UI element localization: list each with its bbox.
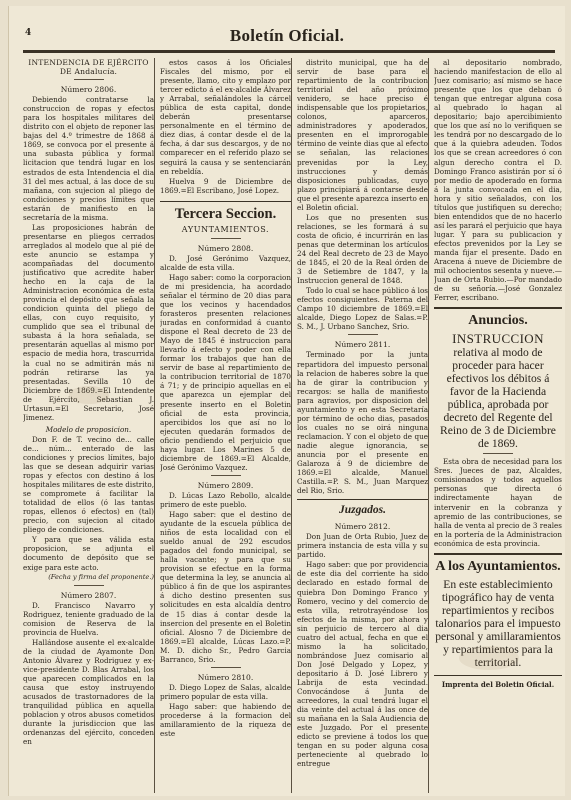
divider (211, 667, 241, 668)
advert-text: relativa al modo de proceder para hacer efectivos los débitos á favor de la Hacienda pública, aprobada por decreto del Regente del Reino de 3 de Diciembre de 1869. (440, 346, 556, 451)
paragraph: Don F. de T. vecino de... calle de... núm... enterado de las condiciones y precios límites, bajo las que se desean adquirir varias ropas y efectos con destino á los hospitales militares de este distrito, se compromete á facilitar la totalidad de ellos (ó las tantas ropas, ellenos ó efectos) en (tal) precio, con sujecion al citado pliego de condiciones. (23, 434, 154, 535)
paragraph: al depositario nombrado, haciendo manifestacion de ello al Juez comisario; así mismo se hace presente que los que deban ó tengan que entregar alguna cosa al quebrado lo hagan al depositario; bajo apercibimiento que los que así no lo verifiquen se les tendrá por no descargado de lo que á la quiebra adeuden. Todos los que se crean acreedores ó con algun derecho contra el D. Domingo Franco asistirán por sí ó por medio de apoderado en forma á la junta convocada en el dia, hora y sitio señalados, con los títulos que justifiquen su derecho; bien entendidos que de no hacerlo así les parará el perjuicio que haya lugar. Y para su publicacion y efectos prevenidos por la Ley se manda fijar el presente. Dado en Aracena á nueve de Diciembre de mil ochocientos sesenta y nueve.—Juan de Orta Rubio.—Por mandado de su señoría.—José Gonzalez Ferrer, escribano. (434, 58, 562, 303)
section-title: Juzgados. (297, 499, 428, 517)
divider (211, 475, 241, 476)
paper-stain (459, 646, 519, 670)
column-1 (23, 58, 154, 788)
column-3 (297, 58, 428, 788)
paragraph: Hago saber: que el destino de ayudante de la escuela pública de niños de esta localidad con el sueldo anual de 292 escudos pagados del fondo municipal, se halla vacante; y para que su provision se efectue en la forma que determina la ley, se anuncia al público á fin de que los aspirantes á dicho destino presenten sus solicitudes en esta alcaldía dentro de 15 dias á contar desde la insercion del presente en el Boletin oficial. Alosno 7 de Diciembre de 1869.=El alcalde, Lúcas Lazo.=P. M. D. dicho Sr., Pedro Garcia Barranco, Srio. (160, 510, 291, 664)
newspaper-page (8, 6, 565, 796)
paragraph: estos casos á los Oficiales Fiscales del mismo, por el presente, llamo, cito y emplazo por tercer edicto á el ex-alcalde Álvarez y Arrabal, señalándoles la cárcel pública de esta capital, donde deberán presentarse personalmente en el término de diez dias, á contar desde el de la fecha, á dar sus descargos, y de no comparecer en el referido plazo se seguirá la causa y se sentenciarán en rebeldía. (160, 58, 291, 176)
paragraph: distrito municipal, que ha de servir de base para el repartimiento de la contribucion territorial del año próximo venidero, se hace preciso é indispensable que los propietarios, colonos, aparceros, administradores y apoderados, presenten en el improrogable término de veinte dias que al efecto se señalan, las relaciones prevenidas por la Ley, instrucciones y demás disposiciones publicadas, cuyo plazo principiará á contarse desde que el presente aparezca inserto en el Boletin oficial. (297, 58, 428, 212)
paragraph: Las proposiciones habrán de presentarse en pliegos cerrados arreglados al modelo que al pié de este anuncio se estampa y acompañadas del documento justificativo que acredite haber hecho en la caja de la Administracion económica de esta provincia el depósito que señala la condicion quinta del pliego de ellas, con cuyo requisito, y cumplido que sea el tribunal de subasta á la hora señalada, se presentarán aquellas al mismo por espacio de media hora, trascurrida la cual no se admitirán más ni podrán retirarse las ya presentadas. Sevilla 10 de Diciembre de 1869.=El Intendente de Ejército, Sebastian J. Urtasun.=El Secretario, José Jimenez. (23, 222, 154, 422)
paragraph: D. José Gerónimo Vazquez, alcalde de esta villa. (160, 253, 291, 272)
column-divider (154, 58, 155, 793)
paragraph: Y para que sea válida esta proposicion, se adjunta el documento de depósito que se exige para este acto. (23, 535, 154, 572)
notice-number: Número 2809. (197, 480, 254, 490)
column-divider (428, 58, 429, 793)
divider (348, 334, 378, 335)
column-4 (434, 58, 562, 788)
advert-heading: A los Ayuntamientos. (434, 553, 562, 575)
paragraph: Huelva 9 de Diciembre de 1869.=El Escribano, José Lopez. (160, 176, 291, 195)
paper-stain (69, 386, 109, 404)
paragraph: D. Diego Lopez de Salas, alcalde primero popular de esta villa. (160, 682, 291, 701)
masthead-rule (23, 50, 555, 53)
signature-note: (Fecha y firma del proponente.) (48, 572, 154, 581)
notice-number: Número 2810. (197, 672, 254, 682)
model-title: Modelo de proposicion. (45, 424, 132, 434)
paragraph: Todo lo cual se hace público á los efectos consiguientes. Paterna del Campo 10 diciembre de 1869.=El alcalde, Diego Lopez de Salas.=P. S. M., J. Urbano Sanchez, Srio. (297, 286, 428, 332)
divider (483, 453, 513, 454)
advert-text: En este establecimiento tipográfico hay de venta repartimientos y recibos talonarios para el impuesto personal y amillaramientos y repartimientos para la territorial. (435, 577, 561, 669)
notice-number: Número 2806. (60, 85, 117, 95)
paragraph: D. Lúcas Lazo Rebollo, alcalde primero de este pueblo. (160, 490, 291, 509)
section-heading: INTENDENCIA DE EJÉRCITO DE Andalucía. (28, 58, 149, 77)
notice-number: Número 2807. (60, 590, 117, 600)
divider (74, 585, 104, 586)
paragraph: Hago saber: como la corporacion de mi presidencia, ha acordado señalar el término de 20 dias para que los vecinos y hacendados forasteros presenten relaciones juradas en conformidad á cuanto dispone el Real decreto de 23 de Mayo de 1845 é instruccion para llevarlo á efecto y poder con ella formar los trabajos que han de servir de base al repartimiento de la contribucion territorial de 1870 á 71; y de principio aquellas en el que aparezca un ejemplar del presente inserto en el Boletin oficial de esta provincia, apercibidos los que así no lo ejecuten quedarán formados de oficio pendiendo el perjuicio que haya lugar. Los Marines 5 de diciembre de 1869.=El Alcalde, José Gerónimo Vazquez. (160, 272, 291, 472)
paragraph: Los que no presenten sus relaciones, se les formará á su costa de oficio, é incurrirán en las penas que determinan los artículos 24 del Real decreto de 23 de Mayo de 1845, el 20 de la Real órden de 3 de Setiembre de 1847, y la Instruccion general de 1848. (297, 212, 428, 286)
notice-number: Número 2808. (197, 243, 254, 253)
section-title: Tercera Seccion. (160, 201, 291, 222)
paragraph: Hago saber: que habiendo de procederse á la formacion del amillaramiento de la riqueza de este (160, 701, 291, 739)
divider (74, 79, 104, 80)
paragraph: Don Juan de Orta Rubio, Juez de primera instancia de esta villa y su partido. (297, 532, 428, 560)
imprint: Imprenta del Boletin Oficial. (434, 675, 562, 689)
paragraph: Esta obra de necesidad para los Sres. Jueces de paz, Alcaldes, comisionados y todos aquellos personas que directa ó indirectamente hayan de intervenir en la cobranza y apremio de las contribuciones, se halla de venta al precio de 3 reales en la portería de la Administracion económica de esta provincia. (434, 457, 562, 548)
column-2 (160, 58, 291, 788)
page-number: 4 (25, 28, 32, 38)
paragraph: Hallándose ausente el ex-alcalde de la ciudad de Ayamonte Don Antonio Álvarez y Rodriguez y ex-vice-presidente D. Blas Arrabal, los que aparecen complicados en la causa que estoy instruyendo acusados de trastornadores de la tranquilidad pública en aquella poblacion y otros abusos cometidos durante la jurisdiccion que las ordenanzas del ejército, conceden en (23, 637, 154, 747)
masthead-title: Boletín Oficial. (229, 26, 345, 45)
column-divider (291, 58, 292, 793)
paragraph: Terminado por la junta repartidora del impuesto personal la relacion de haberes sobre la que ha de girar la contribucion y recargos: se halla de manifiesto para agravios, por disposicion del ayuntamiento y en esta Secretaría por término de ocho dias, pasados los cuales no se oirá ninguna reclamacion. Y con el objeto de que nadie alegue ignorancia, se anuncia por el presente en Galaroza á 9 de diciembre de 1869.=El alcalde, Manuel Castilla.=P. S. M., Juan Marquez del Rio, Srio. (297, 350, 428, 496)
paragraph: Debiendo contratarse la construccion de ropas y efectos para los hospitales militares del distrito con el objeto de reponer las bajas del 4.º trimestre de 1868 á 1869, se convoca por el presente á una subasta pública y formal licitacion que tendrá lugar en los estrados de esta Intendencia el dia 31 del mes actual, á las doce de su mañana, con sujecion al pliego de condiciones y precios límites que estarán de manifiesto en la secretaría de la misma. (23, 95, 154, 222)
section-title: Anuncios. (434, 307, 562, 329)
paragraph: D. Francisco Navarro y Rodriguez, teniente graduado de la comision de Reserva de la provincia de Huelva. (23, 600, 154, 637)
notice-number: Número 2811. (334, 340, 391, 350)
paragraph: Hago saber: que por providencia de este dia del corriente ha sido declarado en estado formal de quiebra Don Domingo Franco y Romero, vecino y del comercio de esta villa, retrotrayéndose los efectos de la misma, por ahora y sin perjuicio de tercero al dia cuatro del actual, fecha en que el mismo la ha solicitado, nombrándose Juez comisario al Don José Delgado y Lopez, y depositario á D. José Librero y Labrija de esta vecindad. Convocándose á Junta de acreedores, la cual tendrá lugar el dia veinte del actual á las once de su mañana en la Sala Audiencia de este Juzgado. Por el presente edicto se previene á todos los que tengan en su poder alguna cosa perteneciente al quebrado lo entregue (297, 560, 428, 769)
notice-number: Número 2812. (334, 522, 391, 532)
advert-title: INSTRUCCION (452, 331, 544, 347)
divider (211, 238, 241, 239)
subsection-title: AYUNTAMIENTOS. (181, 224, 270, 234)
